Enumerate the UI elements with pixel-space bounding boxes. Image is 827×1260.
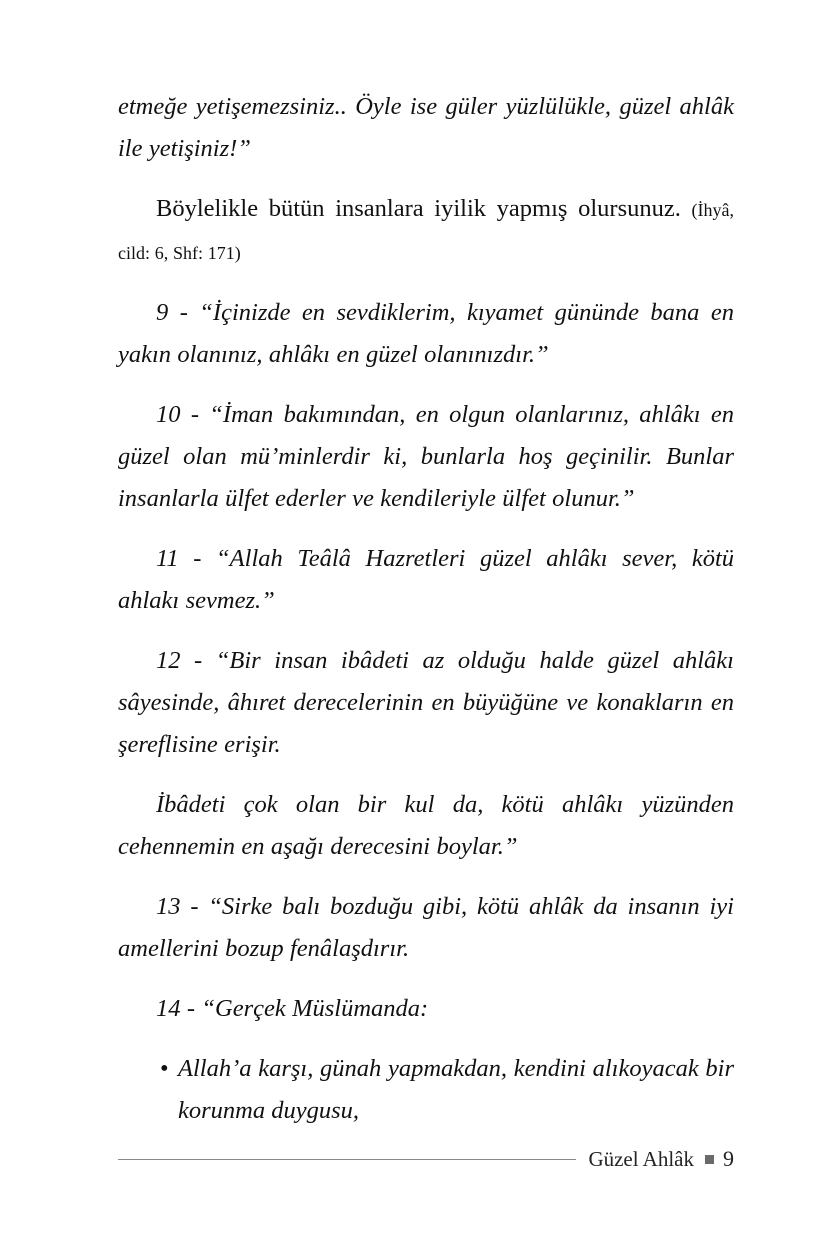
paragraph-hadith-12: 12 - “Bir insan ibâdeti az olduğu halde güzel ahlâkı sâyesinde, âhıret derecelerinin en büyüğüne ve konakların en şereflisine erişir. (118, 647, 734, 758)
list-item (118, 1048, 734, 1132)
page-text-column (118, 86, 734, 1132)
source-citation: (İhyâ, cild: 6, Shf: 171) (118, 200, 734, 263)
paragraph-hadith-11: 11 - “Allah Teâlâ Hazretleri güzel ahlâkı sever, kötü ahlakı sevmez.” (118, 545, 734, 614)
paragraph-continuation-quote: etmeğe yetişemezsiniz.. Öyle ise güler yüzlülükle, güzel ahlâk ile yetişiniz!” (118, 93, 734, 162)
page-number: 9 (723, 1146, 734, 1171)
page-footer (118, 1146, 734, 1172)
list-item-text: Allah’a karşı, günah yapmakdan, kendini alıkoyacak bir korunma duygusu, (178, 1055, 734, 1124)
paragraph-hadith-12-continued: İbâdeti çok olan bir kul da, kötü ahlâkı yüzünden cehennemin en aşağı derecesini boylar.” (118, 791, 734, 860)
paragraph-boylelikle-text: Böylelikle bütün insanlara iyilik yapmış olursunuz. (156, 195, 692, 222)
bullet-icon: • (160, 1055, 169, 1082)
paragraph-hadith-9: 9 - “İçinizde en sevdiklerim, kıyamet gününde bana en yakın olanınız, ahlâkı en güzel olanınızdır.” (118, 299, 734, 368)
virtue-bullet-list (118, 1048, 734, 1132)
square-marker-icon (705, 1155, 714, 1164)
paragraph-boylelikle (118, 188, 734, 274)
paragraph-hadith-13: 13 - “Sirke balı bozduğu gibi, kötü ahlâk da insanın iyi amellerini bozup fenâlaşdırır. (118, 893, 734, 962)
footer-divider-rule (118, 1159, 576, 1160)
paragraph-hadith-14: 14 - “Gerçek Müslümanda: (156, 995, 429, 1022)
paragraph-hadith-10: 10 - “İman bakımından, en olgun olanlarınız, ahlâkı en güzel olan mü’minlerdir ki, bunlarla hoş geçinilir. Bunlar insanlarla ülfet ederler ve kendileriyle ülfet olunur.” (118, 401, 734, 512)
footer-book-title: Güzel Ahlâk (588, 1146, 694, 1171)
